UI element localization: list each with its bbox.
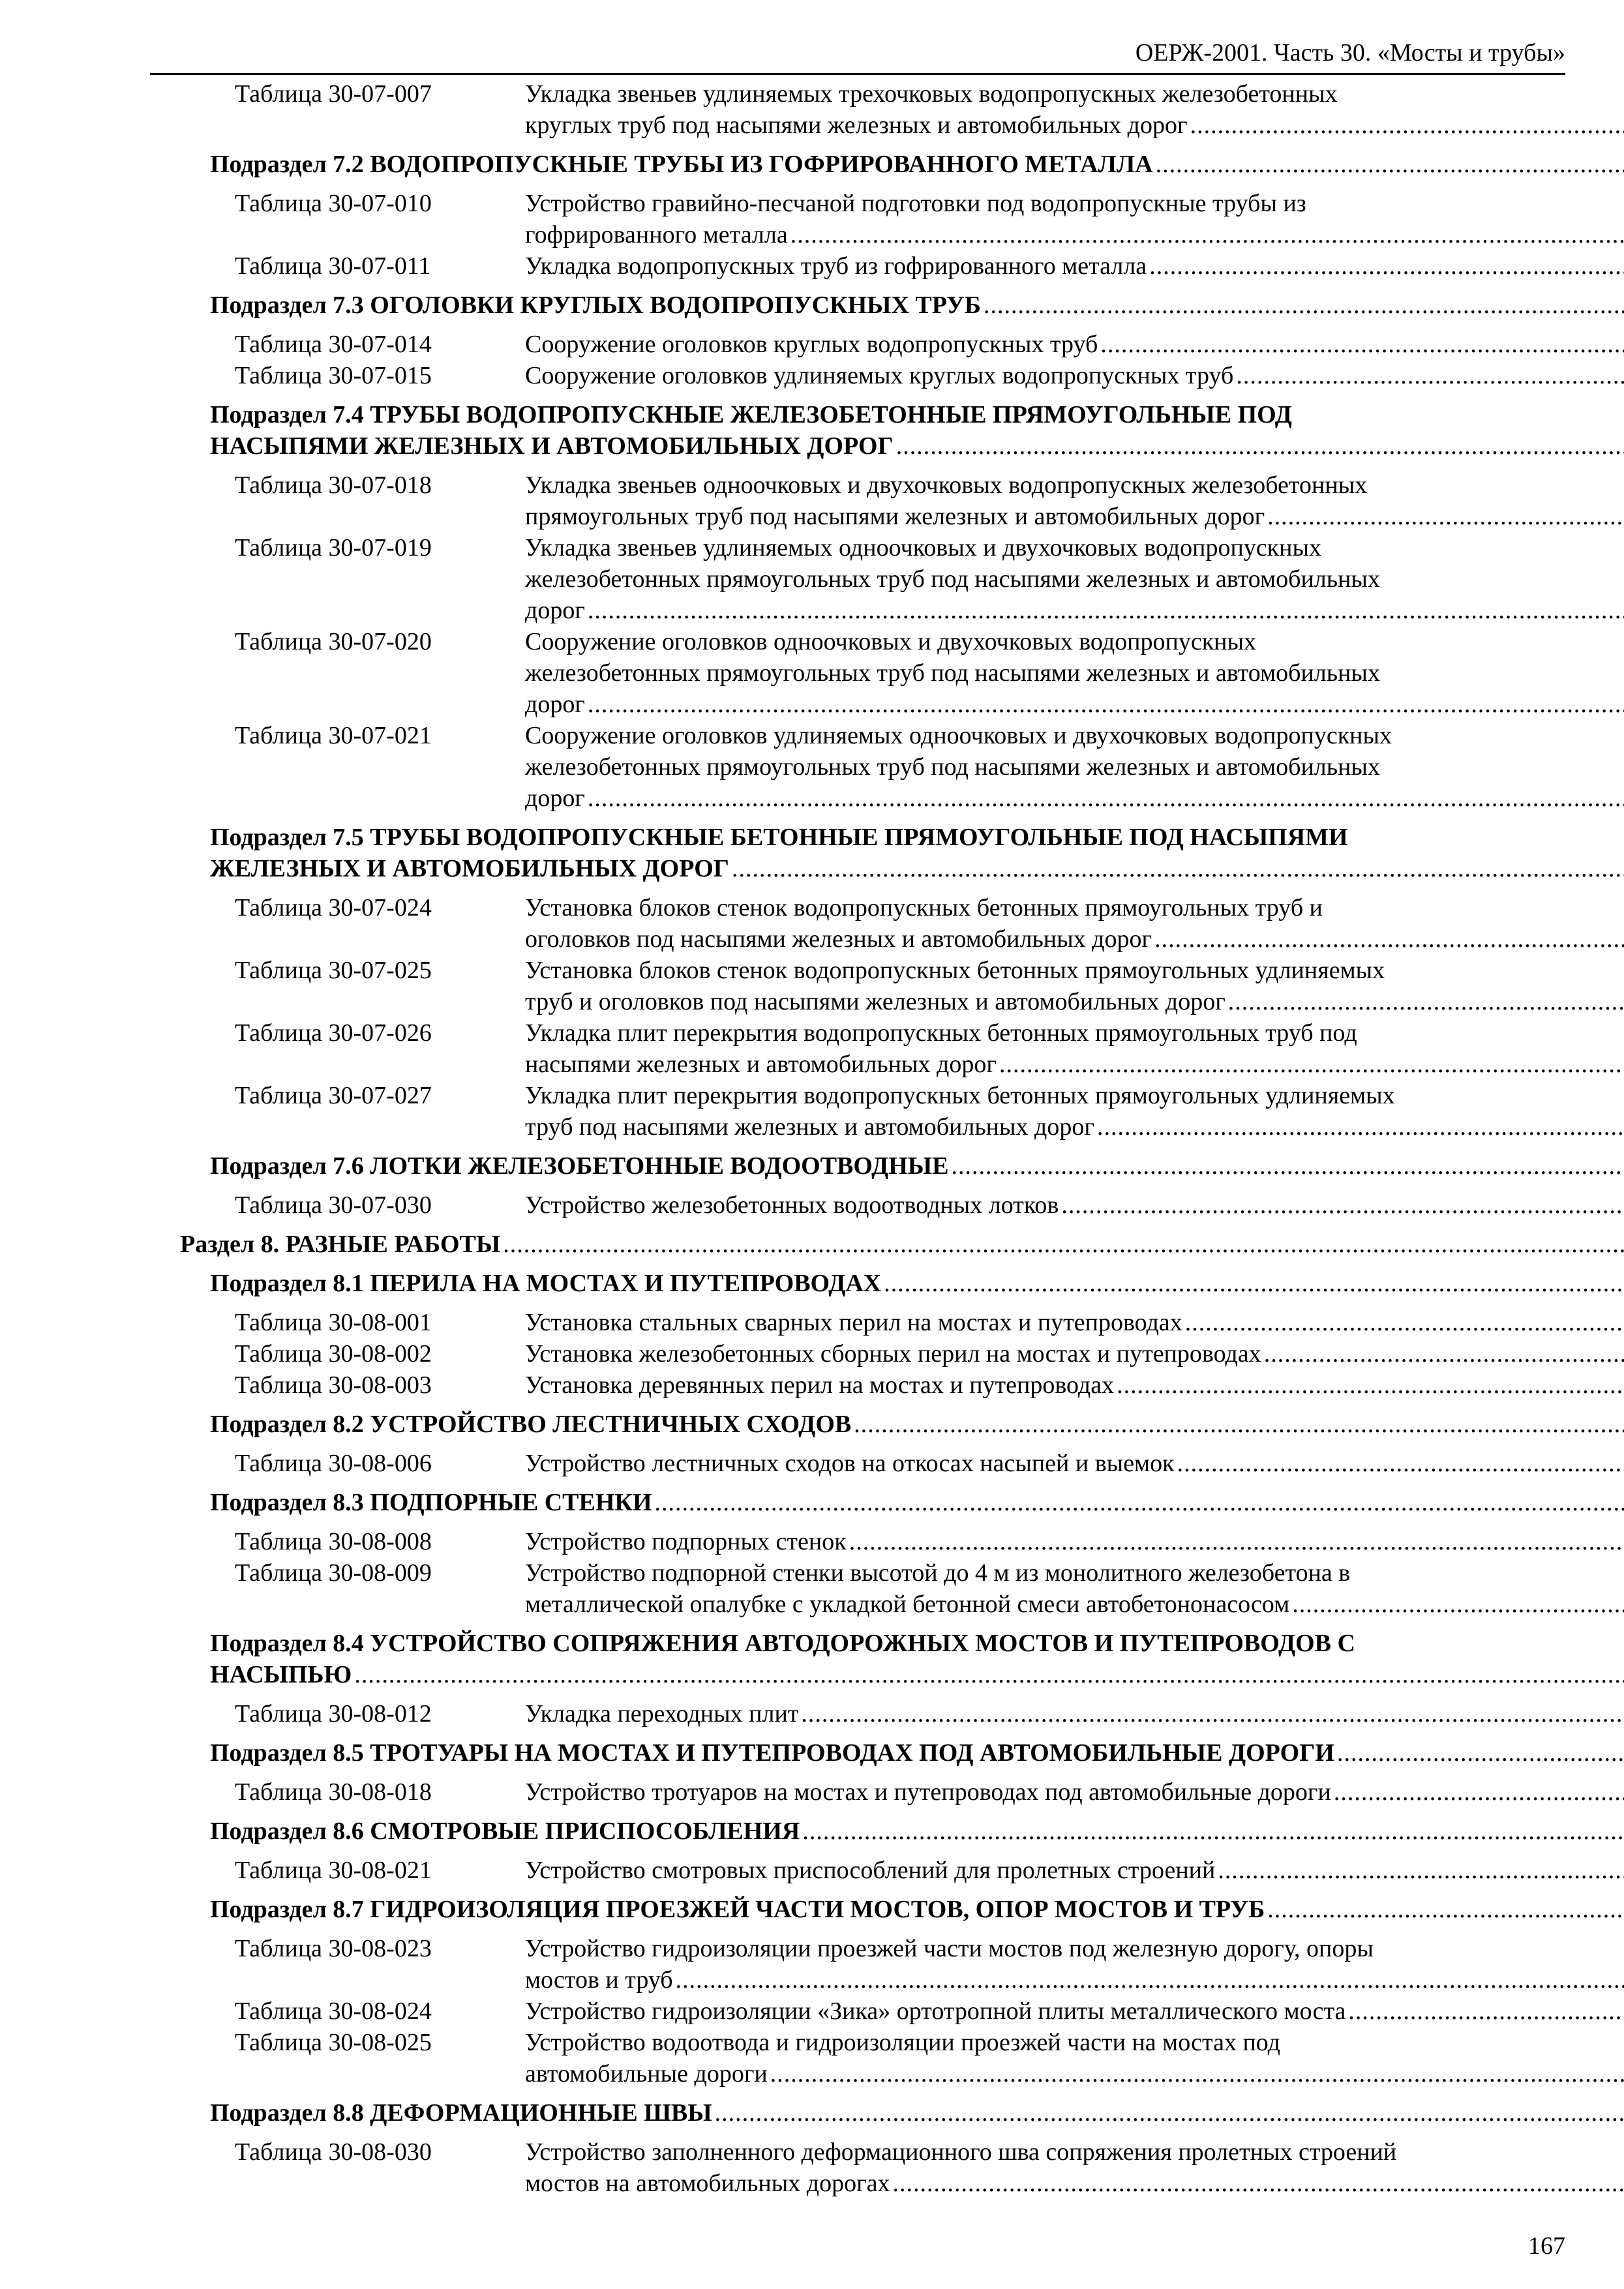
toc-table-code: Таблица 30-07-015 — [235, 362, 432, 389]
toc-entry-line: Устройство подпорных стенок — [525, 1528, 847, 1555]
toc-table-code: Таблица 30-08-006 — [235, 1450, 432, 1477]
toc-entry-line: Подраздел 8.8 ДЕФОРМАЦИОННЫЕ ШВЫ — [210, 2099, 712, 2127]
toc-table-code: Таблица 30-08-009 — [235, 1559, 432, 1587]
toc-table-code: Таблица 30-07-027 — [235, 1082, 432, 1109]
dot-leader — [1264, 1338, 1624, 1369]
dot-leader — [715, 2097, 1624, 2129]
toc-entry-line: Подраздел 8.6 СМОТРОВЫЕ ПРИСПОСОБЛЕНИЯ — [210, 1818, 800, 1845]
dot-leader — [999, 1049, 1624, 1080]
toc-entry-title — [525, 1448, 1624, 1479]
toc-table-entry[interactable] — [235, 1307, 1565, 1338]
dot-leader — [1149, 250, 1624, 282]
toc-table-code: Таблица 30-07-018 — [235, 471, 432, 499]
dot-leader — [1185, 1307, 1624, 1338]
toc-table-entry[interactable] — [235, 1776, 1565, 1808]
dot-leader — [1218, 1855, 1624, 1886]
toc-entry-line: Подраздел 8.5 ТРОТУАРЫ НА МОСТАХ И ПУТЕПРОВОДАХ ПОД АВТОМОБИЛЬНЫЕ ДОРОГИ — [210, 1739, 1334, 1767]
toc-entry-line: Укладка звеньев удлиняемых трехочковых водопропускных железобетонных — [525, 80, 1338, 108]
toc-entry-line: круглых труб под насыпями железных и автомобильных дорог — [525, 112, 1188, 139]
dot-leader — [1348, 1996, 1624, 2027]
toc-entry-title — [210, 1487, 1624, 1518]
toc-subsection-entry[interactable] — [210, 149, 1565, 180]
dot-leader — [732, 853, 1624, 884]
toc-table-code: Таблица 30-08-008 — [235, 1528, 432, 1555]
toc-entry-line: Устройство гидроизоляции «Зика» ортотропной плиты металлического моста — [525, 1997, 1346, 2025]
dot-leader — [802, 1816, 1624, 1847]
toc-entry-title — [525, 955, 1624, 1017]
toc-entry-line: железобетонных прямоугольных труб под насыпями железных и автомобильных — [525, 753, 1380, 781]
toc-table-entry[interactable] — [235, 1369, 1565, 1401]
toc-table-entry[interactable] — [235, 1557, 1565, 1620]
toc-entry-line: Устройство железобетонных водоотводных лотков — [525, 1191, 1059, 1219]
toc-entry-title — [525, 1307, 1624, 1338]
toc-entry-line: гофрированного металла — [525, 221, 788, 248]
dot-leader — [1337, 1737, 1624, 1769]
dot-leader — [354, 1659, 1624, 1690]
toc-table-entry[interactable] — [235, 2136, 1565, 2199]
dot-leader — [1236, 360, 1624, 391]
dot-leader — [801, 1698, 1624, 1729]
toc-table-entry[interactable] — [235, 1996, 1565, 2027]
toc-entry-line: Укладка звеньев одноочковых и двухочковых водопропускных железобетонных — [525, 471, 1368, 499]
toc-entry-title — [525, 360, 1624, 391]
toc-entry-line: железобетонных прямоугольных труб под насыпями железных и автомобильных — [525, 565, 1380, 593]
toc-entry-title — [210, 399, 1624, 462]
toc-entry-title — [525, 470, 1624, 532]
dot-leader — [1100, 329, 1624, 360]
toc-entry-line: прямоугольных труб под насыпями железных и автомобильных дорог — [525, 503, 1265, 530]
toc-table-entry[interactable] — [235, 329, 1565, 360]
toc-table-entry[interactable] — [235, 532, 1565, 626]
toc-table-entry[interactable] — [235, 470, 1565, 532]
toc-table-code: Таблица 30-07-021 — [235, 722, 432, 749]
toc-table-entry[interactable] — [235, 1338, 1565, 1369]
toc-entry-line: железобетонных прямоугольных труб под насыпями железных и автомобильных — [525, 659, 1380, 687]
toc-table-code: Таблица 30-07-007 — [235, 80, 432, 108]
toc-entry-line: Раздел 8. РАЗНЫЕ РАБОТЫ — [180, 1231, 501, 1258]
toc-entry-line: Сооружение оголовков удлиняемых одноочковых и двухочковых водопропускных — [525, 722, 1392, 749]
toc-subsection-entry[interactable] — [210, 1628, 1565, 1690]
toc-table-code: Таблица 30-07-020 — [235, 628, 432, 655]
toc-entry-title — [210, 290, 1624, 321]
toc-entry-line: Устройство смотровых приспособлений для пролетных строений — [525, 1857, 1216, 1884]
toc-table-code: Таблица 30-08-012 — [235, 1700, 432, 1728]
toc-table-entry[interactable] — [235, 2027, 1565, 2089]
toc-table-entry[interactable] — [235, 1017, 1565, 1080]
toc-entry-title — [525, 1996, 1624, 2027]
toc-table-code: Таблица 30-07-019 — [235, 534, 432, 561]
toc-entry-title — [525, 532, 1624, 626]
toc-table-code: Таблица 30-07-024 — [235, 894, 432, 921]
toc-subsection-entry[interactable] — [210, 1816, 1565, 1847]
toc-subsection-entry[interactable] — [210, 1268, 1565, 1299]
toc-table-entry[interactable] — [235, 955, 1565, 1017]
dot-leader — [588, 783, 1624, 814]
toc-table-entry[interactable] — [235, 1080, 1565, 1143]
toc-entry-line: НАСЫПЬЮ — [210, 1661, 352, 1688]
dot-leader — [849, 1526, 1624, 1557]
dot-leader — [1334, 1776, 1624, 1808]
toc-table-entry[interactable] — [235, 360, 1565, 391]
toc-entry-title — [525, 1933, 1624, 1996]
dot-leader — [951, 1150, 1624, 1182]
toc-table-entry[interactable] — [235, 1448, 1565, 1479]
toc-entry-line: Подраздел 7.6 ЛОТКИ ЖЕЛЕЗОБЕТОННЫЕ ВОДООТВОДНЫЕ — [210, 1152, 949, 1180]
toc-entry-title — [210, 1409, 1624, 1440]
table-of-contents — [0, 78, 1624, 2199]
dot-leader — [854, 1409, 1624, 1440]
header-rule — [150, 73, 1565, 75]
toc-entry-title — [525, 1557, 1624, 1620]
toc-entry-title — [525, 1776, 1624, 1808]
toc-entry-line: Устройство тротуаров на мостах и путепроводах под автомобильные дороги — [525, 1778, 1331, 1806]
toc-entry-title — [210, 1816, 1624, 1847]
dot-leader — [1292, 1589, 1624, 1620]
toc-table-entry[interactable] — [235, 720, 1565, 814]
toc-subsection-entry[interactable] — [210, 1409, 1565, 1440]
toc-table-code: Таблица 30-08-030 — [235, 2138, 432, 2166]
dot-leader — [1267, 1894, 1624, 1925]
dot-leader — [1156, 149, 1624, 180]
toc-entry-line: Установка железобетонных сборных перил на мостах и путепроводах — [525, 1340, 1261, 1368]
toc-entry-title — [210, 822, 1624, 884]
dot-leader — [1061, 1189, 1624, 1221]
toc-entry-title — [525, 1017, 1624, 1080]
toc-subsection-entry[interactable] — [210, 1894, 1565, 1925]
dot-leader — [1177, 1448, 1624, 1479]
toc-table-entry[interactable] — [235, 250, 1565, 282]
toc-entry-line: Подраздел 7.3 ОГОЛОВКИ КРУГЛЫХ ВОДОПРОПУСКНЫХ ТРУБ — [210, 292, 982, 319]
toc-table-entry[interactable] — [235, 78, 1565, 141]
toc-entry-title — [180, 1229, 1624, 1260]
toc-subsection-entry[interactable] — [210, 1487, 1565, 1518]
dot-leader — [984, 290, 1624, 321]
toc-table-code: Таблица 30-07-026 — [235, 1019, 432, 1047]
dot-leader — [1097, 1111, 1624, 1143]
toc-table-entry[interactable] — [235, 1933, 1565, 1996]
toc-entry-title — [525, 78, 1624, 141]
dot-leader — [1117, 1369, 1624, 1401]
toc-table-entry[interactable] — [235, 1526, 1565, 1557]
toc-entry-line: Подраздел 7.5 ТРУБЫ ВОДОПРОПУСКНЫЕ БЕТОННЫЕ ПРЯМОУГОЛЬНЫЕ ПОД НАСЫПЯМИ — [210, 824, 1348, 851]
toc-subsection-entry[interactable] — [210, 2097, 1565, 2129]
toc-entry-line: Подраздел 7.2 ВОДОПРОПУСКНЫЕ ТРУБЫ ИЗ ГОФРИРОВАННОГО МЕТАЛЛА — [210, 151, 1153, 178]
toc-table-code: Таблица 30-07-011 — [235, 252, 431, 280]
toc-subsection-entry[interactable] — [210, 290, 1565, 321]
toc-entry-title — [210, 1628, 1624, 1690]
dot-leader — [884, 1268, 1624, 1299]
dot-leader — [1154, 923, 1624, 955]
toc-subsection-entry[interactable] — [210, 399, 1565, 462]
toc-entry-line: Укладка водопропускных труб из гофрированного металла — [525, 252, 1147, 280]
running-header: ОЕРЖ-2001. Часть 30. «Мосты и трубы» — [1135, 39, 1565, 67]
toc-entry-title — [525, 892, 1624, 955]
dot-leader — [676, 1964, 1624, 1996]
toc-entry-title — [525, 1338, 1624, 1369]
toc-entry-line: ЖЕЛЕЗНЫХ И АВТОМОБИЛЬНЫХ ДОРОГ — [210, 855, 729, 882]
toc-entry-line: Сооружение оголовков удлиняемых круглых водопропускных труб — [525, 362, 1234, 389]
toc-entry-title — [525, 1189, 1624, 1221]
toc-table-entry[interactable] — [235, 188, 1565, 250]
toc-entry-line: Подраздел 8.3 ПОДПОРНЫЕ СТЕНКИ — [210, 1489, 652, 1516]
dot-leader — [1190, 110, 1624, 141]
toc-entry-line: мостов и труб — [525, 1966, 673, 1994]
toc-table-code: Таблица 30-08-025 — [235, 2029, 432, 2056]
toc-table-code: Таблица 30-07-030 — [235, 1191, 432, 1219]
toc-entry-line: труб под насыпями железных и автомобильных дорог — [525, 1113, 1094, 1141]
toc-entry-line: Укладка переходных плит — [525, 1700, 799, 1728]
toc-entry-line: Укладка плит перекрытия водопропускных бетонных прямоугольных труб под — [525, 1019, 1357, 1047]
toc-table-code: Таблица 30-08-018 — [235, 1778, 432, 1806]
page-number: 167 — [1528, 2232, 1565, 2260]
toc-entry-line: мостов на автомобильных дорогах — [525, 2170, 890, 2197]
toc-entry-title — [525, 626, 1624, 720]
toc-entry-title — [525, 720, 1624, 814]
toc-entry-title — [525, 188, 1624, 250]
toc-entry-line: Подраздел 8.7 ГИДРОИЗОЛЯЦИЯ ПРОЕЗЖЕЙ ЧАСТИ МОСТОВ, ОПОР МОСТОВ И ТРУБ — [210, 1896, 1265, 1923]
toc-table-code: Таблица 30-08-021 — [235, 1857, 432, 1884]
toc-entry-title — [210, 1737, 1624, 1769]
toc-table-code: Таблица 30-08-001 — [235, 1309, 432, 1336]
toc-entry-title — [525, 2136, 1624, 2199]
toc-table-code: Таблица 30-07-014 — [235, 331, 432, 358]
dot-leader — [770, 2058, 1624, 2089]
toc-table-entry[interactable] — [235, 626, 1565, 720]
toc-entry-title — [525, 1698, 1624, 1729]
toc-subsection-entry[interactable] — [210, 822, 1565, 884]
toc-entry-line: Сооружение оголовков одноочковых и двухочковых водопропускных — [525, 628, 1257, 655]
toc-entry-line: Устройство гидроизоляции проезжей части мостов под железную дорогу, опоры — [525, 1935, 1374, 1962]
toc-entry-title — [210, 2097, 1624, 2129]
toc-entry-line: Подраздел 8.1 ПЕРИЛА НА МОСТАХ И ПУТЕПРОВОДАХ — [210, 1270, 882, 1297]
toc-entry-line: Установка стальных сварных перил на мостах и путепроводах — [525, 1309, 1182, 1336]
toc-table-entry[interactable] — [235, 1698, 1565, 1729]
toc-table-code: Таблица 30-08-024 — [235, 1997, 432, 2025]
dot-leader — [1228, 986, 1624, 1017]
toc-entry-line: оголовков под насыпями железных и автомобильных дорог — [525, 925, 1152, 953]
toc-entry-title — [525, 250, 1624, 282]
toc-entry-title — [210, 149, 1624, 180]
toc-table-code: Таблица 30-08-002 — [235, 1340, 432, 1368]
toc-table-code: Таблица 30-08-023 — [235, 1935, 432, 1962]
toc-entry-line: металлической опалубке с укладкой бетонной смеси автобетононасосом — [525, 1591, 1290, 1618]
toc-entry-title — [525, 2027, 1624, 2089]
toc-table-entry[interactable] — [235, 892, 1565, 955]
toc-entry-line: Установка блоков стенок водопропускных бетонных прямоугольных удлиняемых — [525, 957, 1385, 984]
toc-entry-line: Укладка плит перекрытия водопропускных бетонных прямоугольных удлиняемых — [525, 1082, 1395, 1109]
dot-leader — [588, 689, 1624, 720]
toc-entry-line: Подраздел 8.2 УСТРОЙСТВО ЛЕСТНИЧНЫХ СХОДОВ — [210, 1411, 852, 1438]
toc-table-entry[interactable] — [235, 1189, 1565, 1221]
toc-entry-line: Подраздел 8.4 УСТРОЙСТВО СОПРЯЖЕНИЯ АВТОДОРОЖНЫХ МОСТОВ И ПУТЕПРОВОДОВ С — [210, 1630, 1355, 1657]
toc-entry-line: НАСЫПЯМИ ЖЕЛЕЗНЫХ И АВТОМОБИЛЬНЫХ ДОРОГ — [210, 432, 894, 460]
toc-entry-title — [525, 1369, 1624, 1401]
dot-leader — [790, 219, 1624, 250]
toc-subsection-entry[interactable] — [210, 1150, 1565, 1182]
toc-entry-line: дорог — [525, 785, 585, 812]
toc-entry-line: Устройство водоотвода и гидроизоляции проезжей части на мостах под — [525, 2029, 1281, 2056]
toc-entry-title — [525, 1855, 1624, 1886]
toc-entry-title — [525, 1526, 1624, 1557]
dot-leader — [588, 595, 1624, 626]
toc-entry-line: труб и оголовков под насыпями железных и автомобильных дорог — [525, 988, 1226, 1015]
dot-leader — [893, 2168, 1624, 2199]
toc-entry-line: автомобильные дороги — [525, 2060, 768, 2087]
dot-leader — [503, 1229, 1624, 1260]
toc-entry-title — [525, 329, 1624, 360]
toc-table-code: Таблица 30-07-025 — [235, 957, 432, 984]
toc-entry-line: насыпями железных и автомобильных дорог — [525, 1051, 997, 1078]
dot-leader — [896, 430, 1624, 462]
toc-entry-line: Устройство подпорной стенки высотой до 4 м из монолитного железобетона в — [525, 1559, 1351, 1587]
toc-entry-title — [210, 1894, 1624, 1925]
toc-subsection-entry[interactable] — [210, 1737, 1565, 1769]
toc-entry-line: Устройство лестничных сходов на откосах насыпей и выемок — [525, 1450, 1175, 1477]
toc-entry-line: Подраздел 7.4 ТРУБЫ ВОДОПРОПУСКНЫЕ ЖЕЛЕЗОБЕТОННЫЕ ПРЯМОУГОЛЬНЫЕ ПОД — [210, 401, 1292, 428]
toc-entry-line: Установка деревянных перил на мостах и путепроводах — [525, 1371, 1115, 1399]
toc-entry-line: дорог — [525, 691, 585, 718]
toc-table-code: Таблица 30-08-003 — [235, 1371, 432, 1399]
toc-entry-line: Укладка звеньев удлиняемых одноочковых и двухочковых водопропускных — [525, 534, 1322, 561]
toc-entry-line: Устройство гравийно-песчаной подготовки под водопропускные трубы из — [525, 190, 1306, 217]
toc-section-entry[interactable] — [180, 1229, 1565, 1260]
toc-entry-title — [525, 1080, 1624, 1143]
toc-entry-line: дорог — [525, 597, 585, 624]
toc-table-entry[interactable] — [235, 1855, 1565, 1886]
toc-entry-line: Установка блоков стенок водопропускных бетонных прямоугольных труб и — [525, 894, 1323, 921]
toc-table-code: Таблица 30-07-010 — [235, 190, 432, 217]
toc-entry-line: Устройство заполненного деформационного шва сопряжения пролетных строений — [525, 2138, 1397, 2166]
dot-leader — [1267, 501, 1624, 532]
dot-leader — [655, 1487, 1624, 1518]
toc-entry-title — [210, 1150, 1624, 1182]
toc-entry-title — [210, 1268, 1624, 1299]
toc-entry-line: Сооружение оголовков круглых водопропускных труб — [525, 331, 1098, 358]
